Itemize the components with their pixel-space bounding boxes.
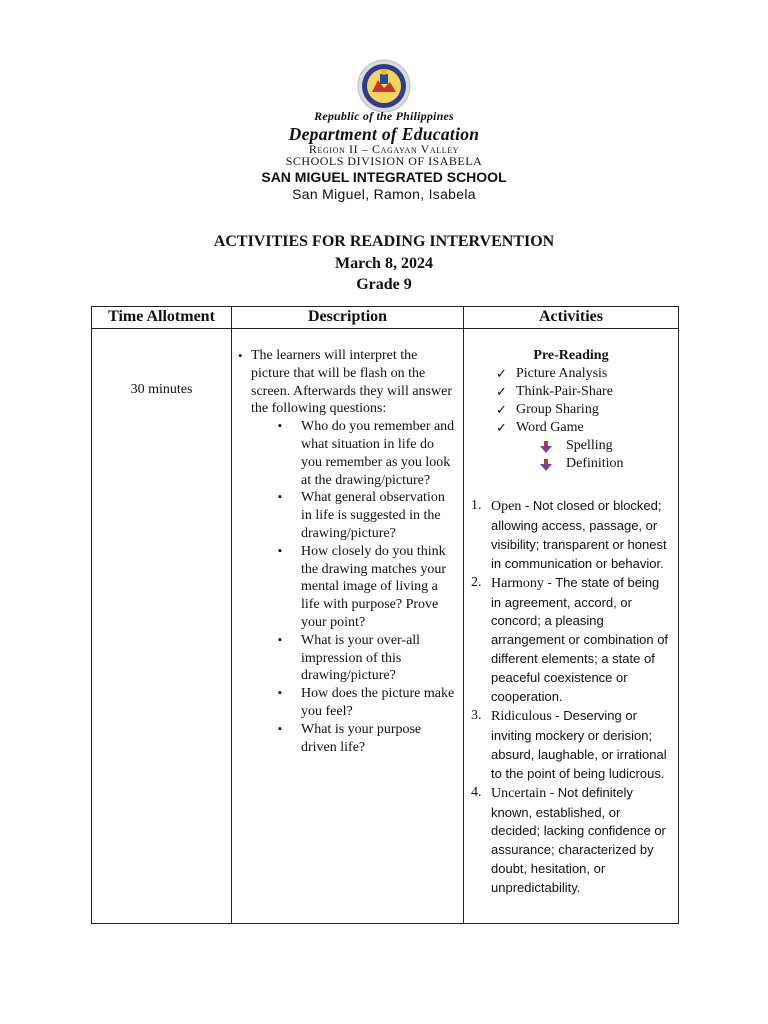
- arrow-down-icon: [540, 441, 552, 453]
- question-item: ▪ How closely do you think the drawing matches your mental image of living a life with purpose? Prove your point?: [301, 543, 455, 632]
- division-heading: SCHOOLS DIVISION OF ISABELA: [285, 154, 483, 168]
- definition-number: 1.: [471, 498, 482, 513]
- word-game-sublist: [470, 437, 672, 473]
- question-item: ▪ Who do you remember and what situation in life do you remember as you look at the drawing/picture?: [301, 418, 455, 489]
- sub-item-label: Definition: [566, 456, 624, 471]
- sub-item: [566, 437, 672, 455]
- sub-item: [566, 455, 672, 473]
- question-item: ▪ What general observation in life is suggested in the drawing/picture?: [301, 489, 455, 542]
- check-item: ✓ Group Sharing: [516, 401, 672, 419]
- definition-text: - Not definitely known, established, or decided; lacking confidence or assurance; characterized by doubt, hesitation, or unpredictability.: [491, 784, 666, 896]
- activities-cell: [464, 329, 679, 924]
- header-time-allotment: Time Allotment: [92, 307, 232, 329]
- definition-item: [470, 497, 672, 574]
- deped-seal-logo: [344, 58, 424, 114]
- bullet-icon: •: [238, 348, 243, 363]
- table-row: [92, 329, 679, 924]
- document-title: ACTIVITIES FOR READING INTERVENTION: [213, 233, 555, 250]
- definition-item: [470, 574, 672, 707]
- definition-item: [470, 784, 672, 898]
- definition-text: - The state of being in agreement, accord, or concord; a pleasing arrangement or combination of different elements; a state of peaceful coexistence or cooperation.: [491, 574, 669, 705]
- time-value: 30 minutes: [130, 382, 193, 397]
- description-lead-text: The learners will interpret the picture that will be flash on the screen. Afterwards they will answer the following questions:: [251, 348, 452, 417]
- department-heading: Department of Education: [288, 124, 480, 144]
- arrow-down-icon: [540, 459, 552, 471]
- question-list: [238, 418, 455, 756]
- definition-term: Open: [491, 499, 522, 514]
- definition-term: Harmony: [491, 575, 544, 591]
- check-item: ✓ Word Game: [516, 419, 672, 437]
- school-address: San Miguel, Ramon, Isabela: [292, 186, 476, 202]
- definition-number: 4.: [471, 784, 482, 800]
- question-item: ▪ How does the picture make you feel?: [301, 685, 455, 721]
- description-lead: [238, 347, 455, 418]
- pre-reading-heading: Pre-Reading: [533, 348, 609, 363]
- check-item: ✓ Picture Analysis: [516, 365, 672, 383]
- header-description: Description: [232, 307, 464, 329]
- definition-text: - Not closed or blocked; allowing access, passage, or visibility; transparent or honest in communication or behavior.: [491, 498, 667, 571]
- region-heading: Region II – Cagayan Valley: [308, 142, 460, 156]
- definition-number: 2.: [471, 574, 482, 590]
- school-name: SAN MIGUEL INTEGRATED SCHOOL: [261, 169, 507, 185]
- activity-check-list: [470, 365, 672, 437]
- time-cell: [92, 329, 232, 924]
- republic-heading: Republic of the Philippines: [314, 109, 454, 123]
- question-item: ▪ What is your purpose driven life?: [301, 721, 455, 757]
- sub-item-label: Spelling: [566, 438, 613, 453]
- definition-list: [470, 497, 672, 898]
- question-item: ▪ What is your over-all impression of this drawing/picture?: [301, 632, 455, 685]
- description-cell: [232, 329, 464, 924]
- header-activities: Activities: [464, 307, 679, 329]
- table-header-row: [92, 307, 679, 329]
- activities-table: [91, 306, 679, 924]
- check-item: ✓ Think-Pair-Share: [516, 383, 672, 401]
- definition-number: 3.: [471, 707, 482, 723]
- definition-item: [470, 707, 672, 784]
- document-grade: Grade 9: [356, 276, 412, 293]
- definition-term: Ridiculous: [491, 708, 552, 724]
- definition-text: - Deserving or inviting mockery or derision; absurd, laughable, or irrational to the point of being ludicrous.: [491, 707, 667, 781]
- definition-term: Uncertain: [491, 785, 547, 801]
- document-date: March 8, 2024: [335, 255, 433, 272]
